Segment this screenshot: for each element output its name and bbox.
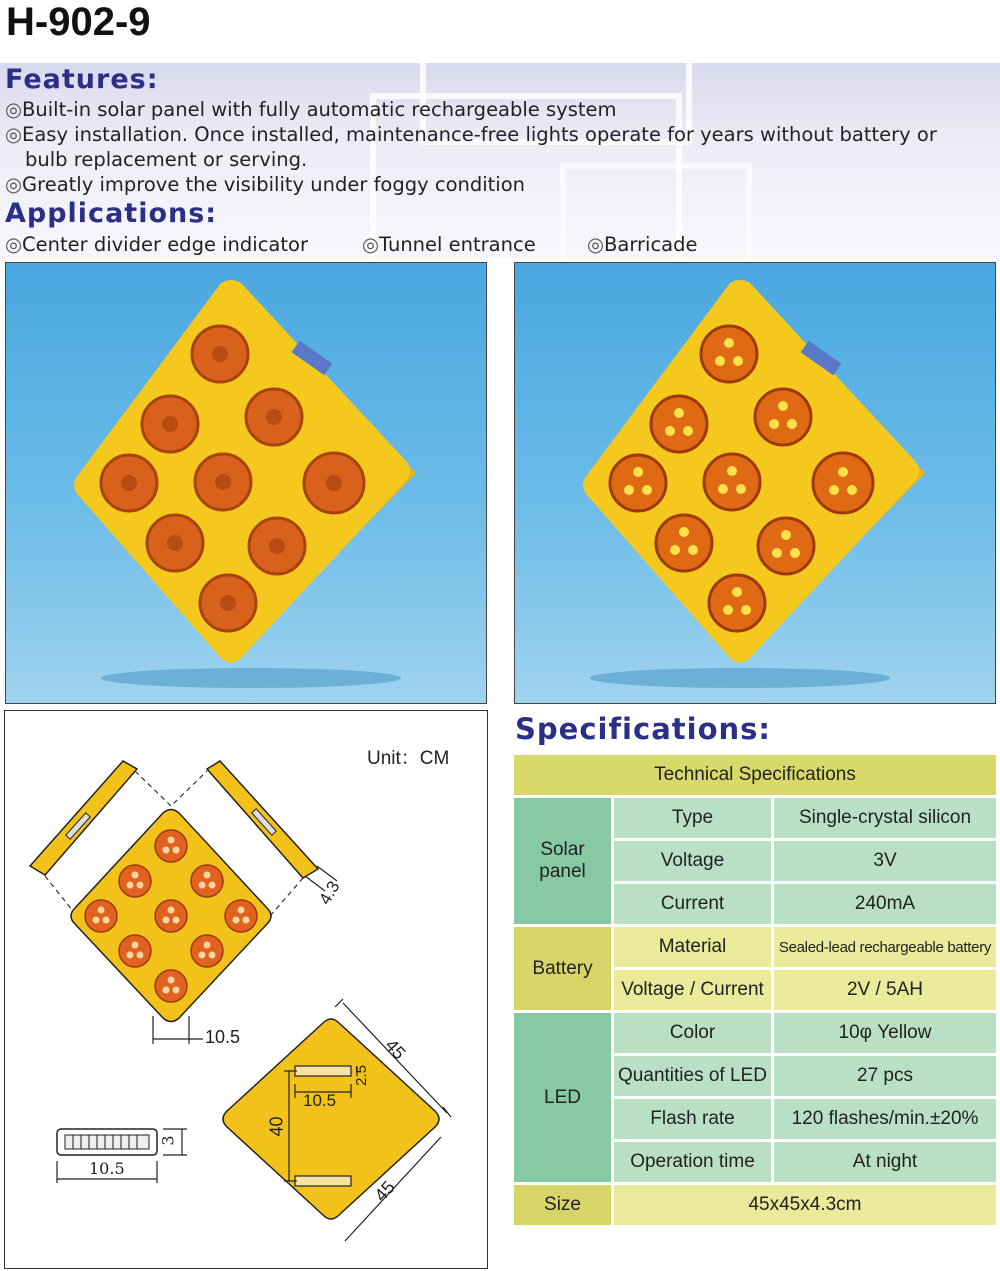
applications-heading: Applications:	[5, 198, 218, 229]
table-row	[514, 1013, 996, 1053]
application-text: Center divider edge indicator	[22, 233, 308, 256]
application-item	[587, 233, 698, 256]
bullet-mark: ◎	[5, 233, 23, 256]
spec-label: Type	[614, 798, 774, 838]
spec-value: At night	[774, 1142, 996, 1182]
spec-label: Color	[614, 1013, 774, 1053]
group-battery: Battery	[514, 927, 614, 1010]
group-size: Size	[514, 1185, 614, 1225]
table-row	[514, 798, 996, 838]
dimension-drawing	[5, 711, 487, 1268]
feature-item	[5, 98, 617, 121]
feature-text: Built-in solar panel with fully automatic rechargeable system	[22, 98, 617, 121]
spec-value: 120 flashes/min.±20%	[774, 1099, 996, 1139]
unit-label: Unit：CM	[367, 748, 450, 769]
table-row	[514, 755, 996, 795]
dim-panel-width: 10.5	[89, 1159, 125, 1178]
dim-side-a: 45	[381, 1035, 410, 1064]
spec-value: 45x45x4.3cm	[614, 1185, 996, 1225]
sign-illustration-lit	[515, 263, 995, 703]
feature-item	[5, 173, 525, 196]
sign-illustration-unlit	[6, 263, 486, 703]
feature-text: Easy installation. Once installed, maintenance-free lights operate for years without battery or	[22, 123, 937, 146]
spec-label: Material	[614, 927, 774, 967]
dim-panel-height: 3	[158, 1135, 178, 1146]
feature-item	[5, 123, 937, 146]
group-solar-panel: Solar panel	[514, 798, 614, 924]
spec-value: Sealed-lead rechargeable battery	[774, 927, 996, 967]
spec-value: 27 pcs	[774, 1056, 996, 1096]
dim-bracket-height: 2.5	[352, 1065, 370, 1086]
spec-label: Voltage / Current	[614, 970, 774, 1010]
bullet-mark: ◎	[362, 233, 380, 256]
application-item	[362, 233, 536, 256]
dim-led-pitch: 10.5	[205, 1027, 241, 1047]
product-photo-unlit	[5, 262, 487, 704]
bullet-mark: ◎	[5, 173, 23, 196]
product-model: H-902-9	[6, 0, 151, 44]
spec-table-title: Technical Specifications	[514, 755, 996, 795]
table-row	[514, 927, 996, 967]
spec-label: Flash rate	[614, 1099, 774, 1139]
group-led: LED	[514, 1013, 614, 1182]
feature-text: Greatly improve the visibility under foggy condition	[22, 173, 526, 196]
spec-label: Voltage	[614, 841, 774, 881]
application-text: Tunnel entrance	[379, 233, 536, 256]
product-photo-lit	[514, 262, 996, 704]
specifications-heading: Specifications:	[515, 712, 771, 746]
dim-thickness: 4.3	[315, 877, 344, 908]
bullet-mark: ◎	[5, 123, 23, 146]
dim-bracket-width: 10.5	[303, 1091, 337, 1110]
dim-height: 40	[266, 1116, 287, 1137]
feature-item-continued: bulb replacement or serving.	[25, 148, 308, 171]
spec-label: Operation time	[614, 1142, 774, 1182]
spec-value: 3V	[774, 841, 996, 881]
spec-value: 240mA	[774, 884, 996, 924]
spec-value: 10φ Yellow	[774, 1013, 996, 1053]
application-item	[5, 233, 308, 256]
spec-value: Single-crystal silicon	[774, 798, 996, 838]
application-text: Barricade	[604, 233, 698, 256]
spec-label: Quantities of LED	[614, 1056, 774, 1096]
features-heading: Features:	[5, 64, 159, 95]
spec-value: 2V / 5AH	[774, 970, 996, 1010]
table-row	[514, 1185, 996, 1225]
bullet-mark: ◎	[587, 233, 605, 256]
bullet-mark: ◎	[5, 98, 23, 121]
dim-side-b: 45	[370, 1177, 399, 1206]
spec-label: Current	[614, 884, 774, 924]
spec-table	[514, 752, 996, 1228]
technical-drawing	[4, 710, 488, 1269]
